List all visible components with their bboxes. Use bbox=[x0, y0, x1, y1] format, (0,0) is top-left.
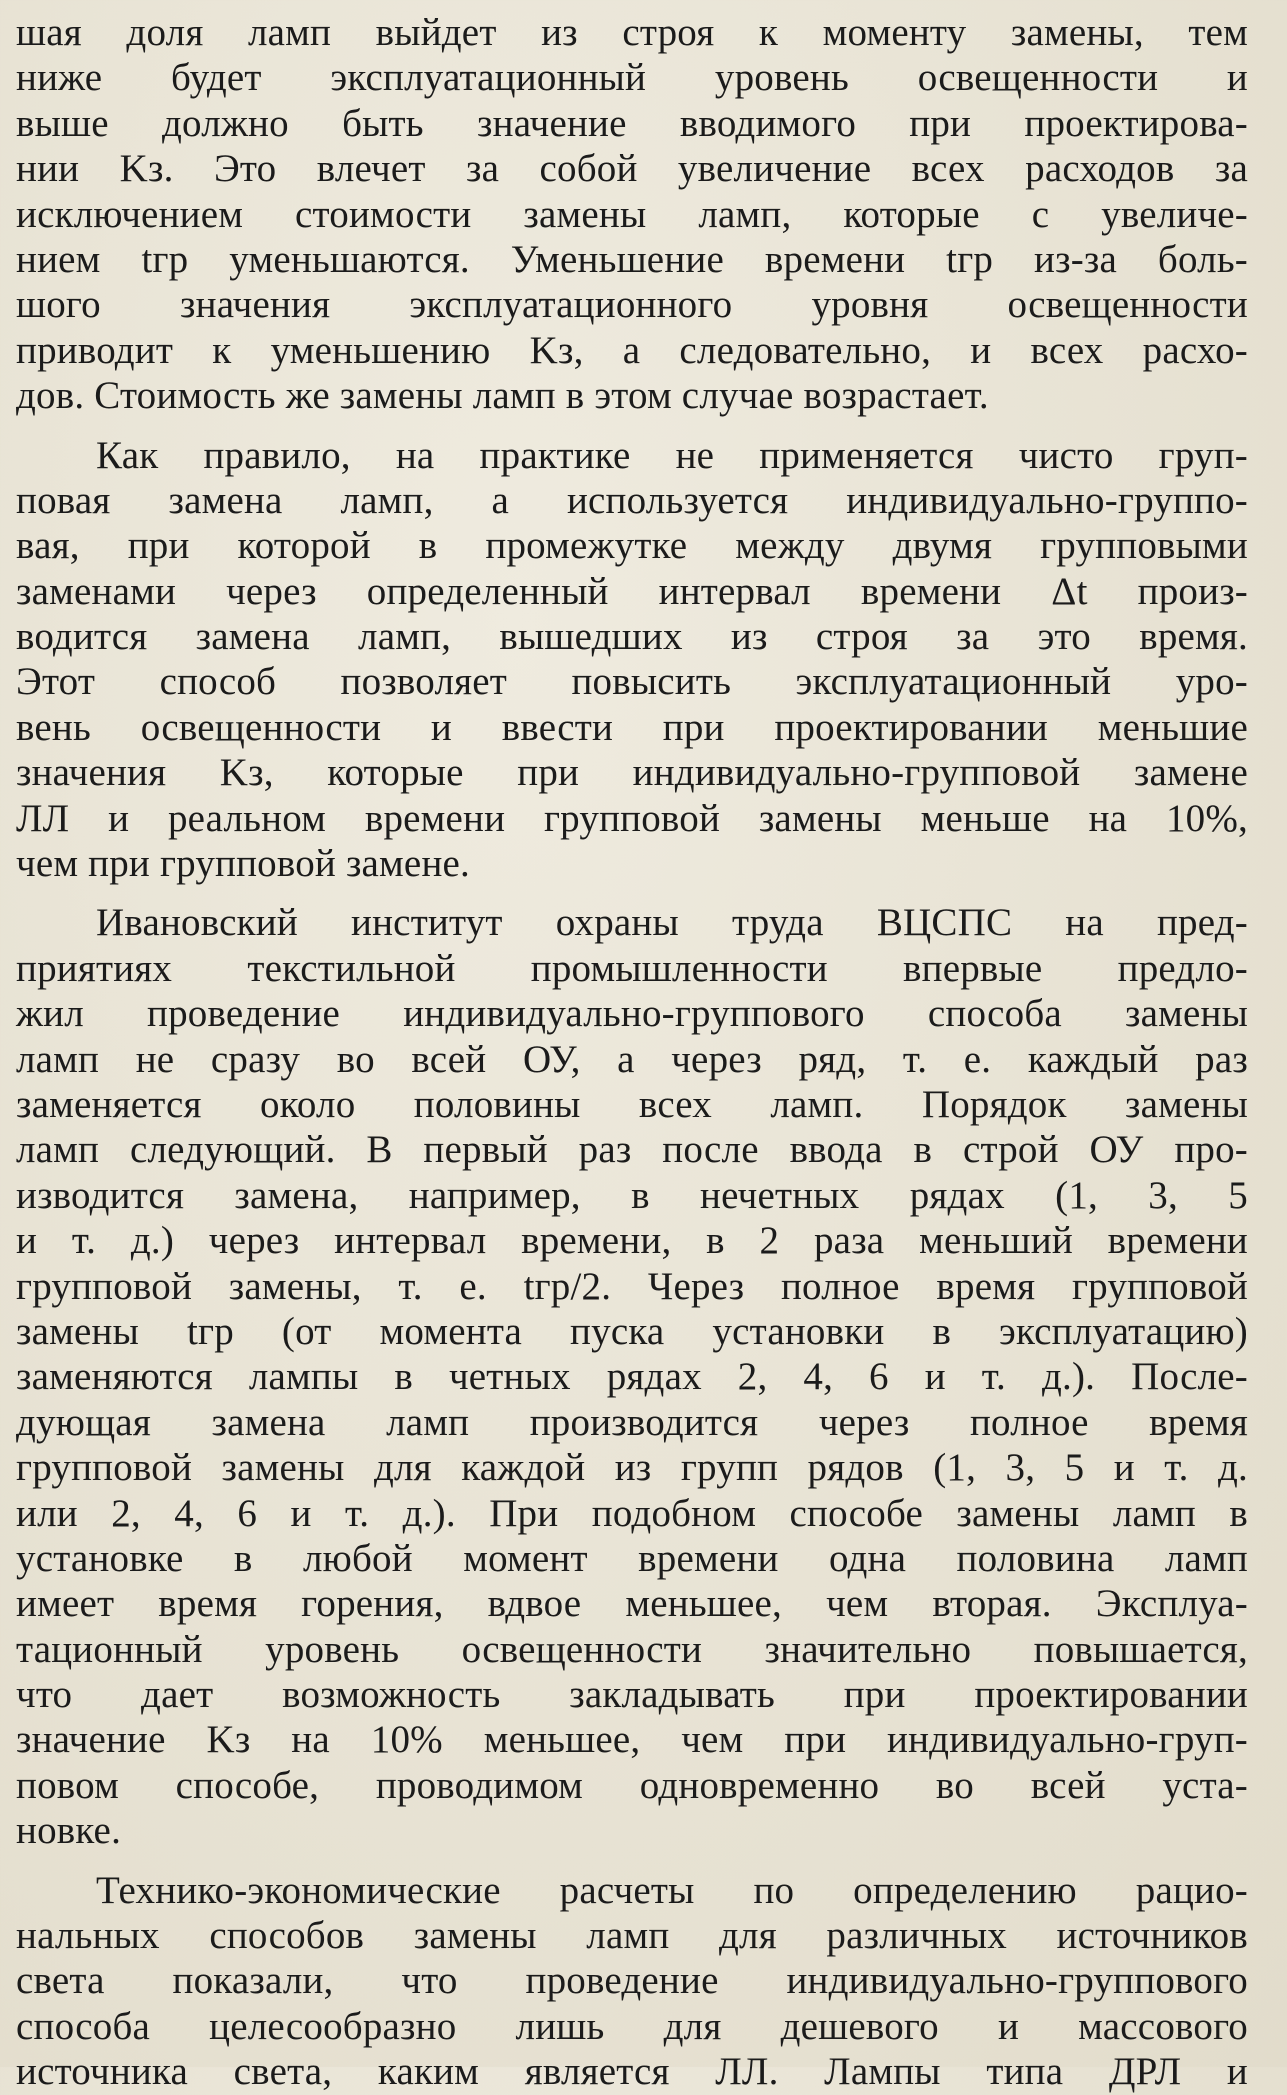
text-line: повая замена ламп, а используется индивидуально-группо- bbox=[16, 478, 1248, 522]
text-line: дующая замена ламп производится через полное время bbox=[16, 1400, 1248, 1444]
text-line: что дает возможность закладывать при проектировании bbox=[16, 1673, 1248, 1717]
text-line: дов. Стоимость же замены ламп в этом случае возрастает. bbox=[16, 374, 989, 418]
text-line: приятиях текстильной промышленности впервые предло- bbox=[16, 946, 1248, 990]
paragraph-3 bbox=[16, 900, 1248, 1853]
text-line: выше должно быть значение вводимого при проектирова- bbox=[16, 101, 1248, 145]
text-line: жил проведение индивидуально-группового способа замены bbox=[16, 992, 1248, 1036]
text-line: шая доля ламп выйдет из строя к моменту замены, тем bbox=[16, 11, 1248, 54]
text-line: водится замена ламп, вышедших из строя за это время. bbox=[16, 615, 1248, 659]
text-line: чем при групповой замене. bbox=[16, 842, 470, 886]
text-line: источника света, каким является ЛЛ. Лампы типа ДРЛ и bbox=[16, 2050, 1248, 2094]
text-line: или 2, 4, 6 и т. д.). При подобном способе замены ламп в bbox=[16, 1491, 1248, 1535]
paragraph-4 bbox=[16, 1868, 1248, 2095]
text-line: нием tгр уменьшаются. Уменьшение времени tгр из-за боль- bbox=[16, 237, 1248, 281]
text-line: тационный уровень освещенности значительно повышается, bbox=[16, 1627, 1248, 1671]
text-line: ЛЛ и реальном времени групповой замены меньше на 10%, bbox=[16, 796, 1248, 840]
paragraph-1 bbox=[16, 10, 1248, 419]
text-line: заменами через определенный интервал времени Δt произ- bbox=[16, 569, 1248, 613]
text-line: ламп не сразу во всей ОУ, а через ряд, т. е. каждый раз bbox=[16, 1037, 1248, 1081]
text-line: заменяется около половины всех ламп. Порядок замены bbox=[16, 1082, 1248, 1126]
text-line: исключением стоимости замены ламп, которые с увеличе- bbox=[16, 192, 1248, 236]
text-line: приводит к уменьшению Kз, а следовательно, и всех расхо- bbox=[16, 328, 1248, 372]
text-line: вая, при которой в промежутке между двумя групповыми bbox=[16, 524, 1248, 568]
text-line: изводится замена, например, в нечетных рядах (1, 3, 5 bbox=[16, 1173, 1248, 1217]
text-line: способа целесообразно лишь для дешевого и массового bbox=[16, 2004, 1248, 2048]
text-line: групповой замены для каждой из групп рядов (1, 3, 5 и т. д. bbox=[16, 1446, 1248, 1490]
document-page bbox=[16, 10, 1248, 2095]
text-line: значения Kз, которые при индивидуально-групповой замене bbox=[16, 751, 1248, 795]
paragraph-2 bbox=[16, 433, 1248, 887]
text-line: Технико-экономические расчеты по определению рацио- bbox=[96, 1868, 1248, 1912]
text-line: новке. bbox=[16, 1809, 122, 1853]
text-line: значение Kз на 10% меньшее, чем при индивидуально-груп- bbox=[16, 1718, 1248, 1762]
text-line: Как правило, на практике не применяется чисто груп- bbox=[96, 433, 1248, 477]
text-line: шого значения эксплуатационного уровня освещенности bbox=[16, 283, 1248, 327]
text-line: замены tгр (от момента пуска установки в эксплуатацию) bbox=[16, 1309, 1248, 1353]
text-line: вень освещенности и ввести при проектировании меньшие bbox=[16, 705, 1248, 749]
text-line: повом способе, проводимом одновременно во всей уста- bbox=[16, 1763, 1248, 1807]
text-line: ламп следующий. В первый раз после ввода в строй ОУ про- bbox=[16, 1128, 1248, 1172]
text-line: заменяются лампы в четных рядах 2, 4, 6 и т. д.). После- bbox=[16, 1355, 1248, 1399]
text-line: имеет время горения, вдвое меньшее, чем вторая. Эксплуа- bbox=[16, 1582, 1248, 1626]
text-line: ниже будет эксплуатационный уровень освещенности и bbox=[16, 56, 1248, 100]
text-line: Этот способ позволяет повысить эксплуатационный уро- bbox=[16, 660, 1248, 704]
text-line: установке в любой момент времени одна половина ламп bbox=[16, 1536, 1248, 1580]
text-line: и т. д.) через интервал времени, в 2 раза меньший времени bbox=[16, 1219, 1248, 1263]
text-line: групповой замены, т. е. tгр/2. Через полное время групповой bbox=[16, 1264, 1248, 1308]
text-line: нии Kз. Это влечет за собой увеличение всех расходов за bbox=[16, 147, 1248, 191]
text-line: Ивановский институт охраны труда ВЦСПС на пред- bbox=[96, 901, 1248, 945]
text-line: нальных способов замены ламп для различных источников bbox=[16, 1914, 1248, 1958]
text-line: света показали, что проведение индивидуально-группового bbox=[16, 1959, 1248, 2003]
